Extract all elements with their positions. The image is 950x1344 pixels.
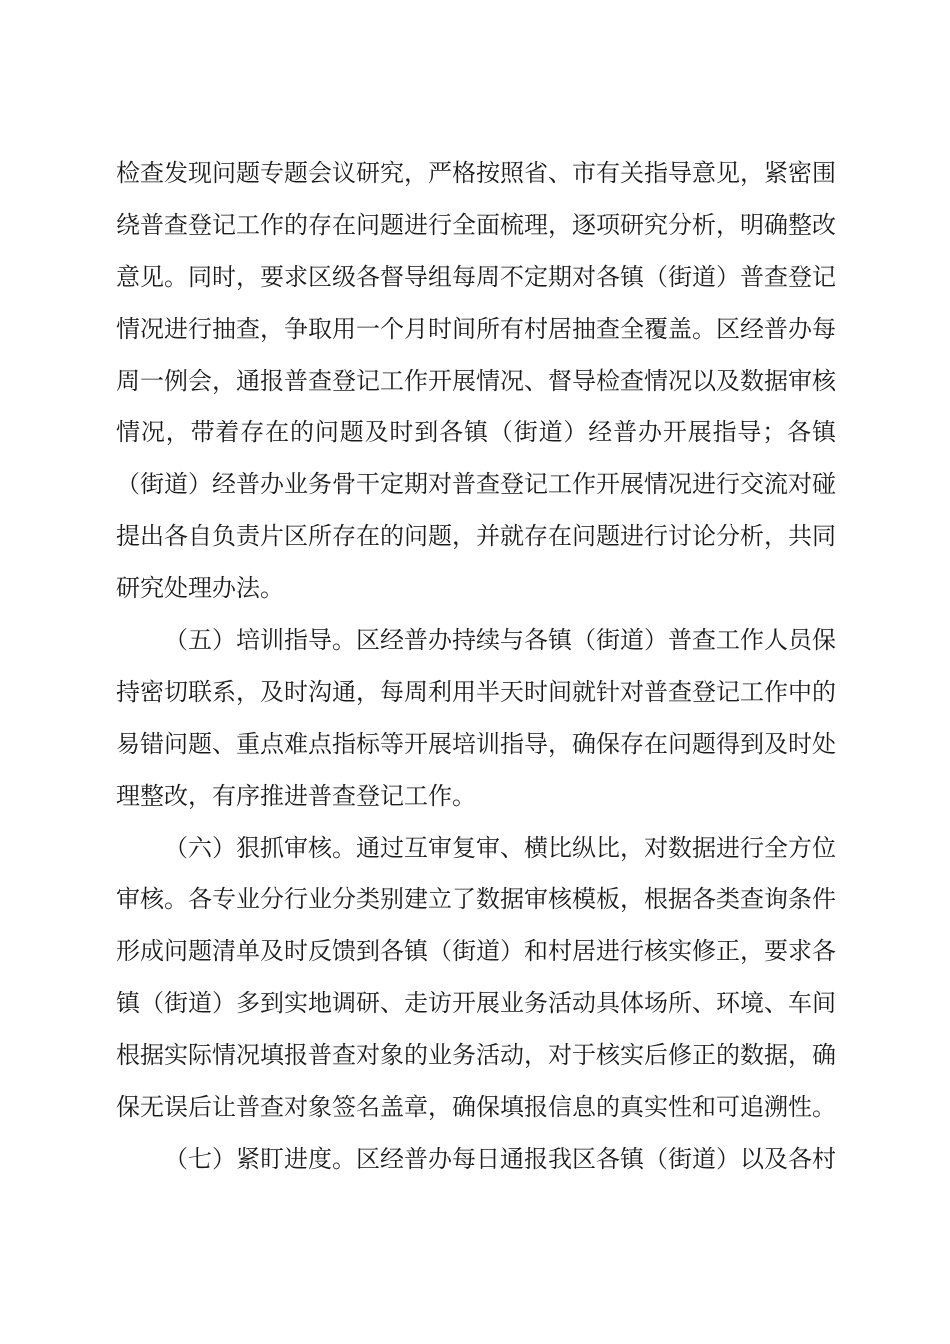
text-line: 理整改，有序推进普查登记工作。 [116, 781, 476, 810]
text-line: 周一例会，通报普查登记工作开展情况、督导检查情况以及数据审核 [116, 366, 836, 395]
section-6-heading-line: （六）狠抓审核。通过互审复审、横比纵比，对数据进行全方位 [164, 833, 836, 862]
text-line: 情况进行抽查，争取用一个月时间所有村居抽查全覆盖。区经普办每 [116, 314, 836, 343]
text-line: 提出各自负责片区所存在的问题，并就存在问题进行讨论分析，共同 [116, 522, 836, 551]
text-line: 绕普查登记工作的存在问题进行全面梳理，逐项研究分析，明确整改 [116, 210, 836, 239]
text-line: 根据实际情况填报普查对象的业务活动，对于核实后修正的数据，确 [116, 1041, 836, 1070]
text-line: 审核。各专业分行业分类别建立了数据审核模板，根据各类查询条件 [116, 885, 836, 914]
text-line: 研究处理办法。 [116, 574, 284, 603]
document-body [116, 148, 836, 1186]
text-line: 情况，带着存在的问题及时到各镇（街道）经普办开展指导；各镇 [116, 418, 836, 447]
text-line: 镇（街道）多到实地调研、走访开展业务活动具体场所、环境、车间 [116, 989, 836, 1018]
text-line: 保无误后让普查对象签名盖章，确保填报信息的真实性和可追溯性。 [116, 1093, 836, 1122]
text-line: （街道）经普办业务骨干定期对普查登记工作开展情况进行交流对碰 [116, 470, 836, 499]
text-line: 形成问题清单及时反馈到各镇（街道）和村居进行核实修正，要求各 [116, 937, 836, 966]
section-5-heading-line: （五）培训指导。区经普办持续与各镇（街道）普查工作人员保 [164, 626, 836, 655]
text-line: 持密切联系，及时沟通，每周利用半天时间就针对普查登记工作中的 [116, 677, 836, 706]
text-line: 检查发现问题专题会议研究，严格按照省、市有关指导意见，紧密围 [116, 159, 836, 187]
text-line: 易错问题、重点难点指标等开展培训指导，确保存在问题得到及时处 [116, 729, 836, 758]
text-line: 意见。同时，要求区级各督导组每周不定期对各镇（街道）普查登记 [116, 262, 836, 291]
section-7-heading-line: （七）紧盯进度。区经普办每日通报我区各镇（街道）以及各村 [164, 1144, 836, 1173]
